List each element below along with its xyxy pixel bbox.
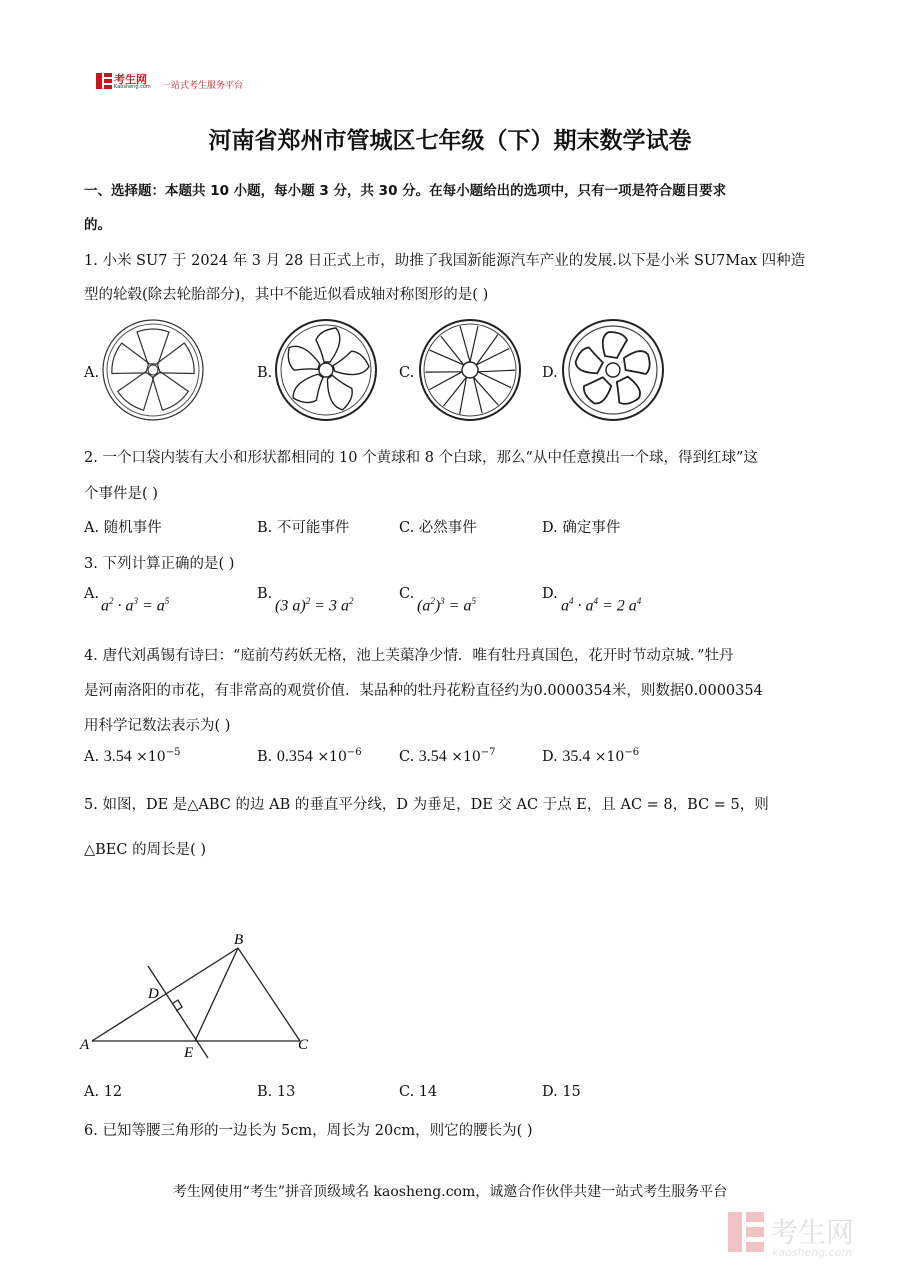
q4-option-d: D. $35.4 \times 10^{-6}$ — [542, 747, 640, 765]
q1-stem-cont: 型的轮毂(除去轮胎部分)，其中不能近似看成轴对称图形的是( ) — [84, 287, 489, 303]
q3-option-d-label: D. — [542, 586, 558, 602]
logo-name: 考生网 — [114, 73, 147, 86]
q3-option-c-label: C. — [399, 586, 415, 602]
q3-option-b-label: B. — [257, 586, 273, 602]
wheel-c-icon — [418, 318, 522, 422]
point-e-label: E — [184, 1045, 194, 1061]
wheel-d-icon — [561, 318, 665, 422]
q5-option-d: D. 15 — [542, 1084, 581, 1100]
q3-option-a-label: A. — [84, 586, 100, 602]
q4-option-a: A. $3.54 \times 10^{-5}$ — [84, 747, 181, 765]
vertex-a-label: A — [80, 1037, 90, 1053]
vertex-c-label: C — [298, 1037, 309, 1053]
q2-option-d: D. 确定事件 — [542, 520, 621, 536]
q2-option-b: B. 不可能事件 — [257, 520, 350, 536]
q2-option-c: C. 必然事件 — [399, 520, 477, 536]
logo-slogan: 一站式考生服务平台 — [162, 81, 244, 91]
logo-domain: Kaosheng.com — [114, 84, 151, 90]
point-d-label: D — [148, 986, 159, 1002]
section-heading: 一、选择题：本题共 10 小题，每小题 3 分，共 30 分。在每小题给出的选项中，只有一项是符合题目要求 — [84, 183, 727, 199]
q5-stem: 5. 如图，DE 是△ABC 的边 AB 的垂直平分线，D 为垂足，DE 交 AC 于点 E，且 AC = 8，BC = 5，则 — [84, 797, 769, 813]
q1-option-b: B. — [257, 365, 273, 381]
q1-option-d: D. — [542, 365, 558, 381]
svg-text:kaosheng.com: kaosheng.com — [772, 1246, 853, 1259]
q3-option-b-expr: (3 a)$^2$ = 3 $a^2$ — [275, 596, 354, 615]
vertex-b-label: B — [234, 932, 244, 948]
q5-option-b: B. 13 — [257, 1084, 296, 1100]
q4-option-b: B. $0.354 \times 10^{-6}$ — [257, 747, 362, 765]
q4-option-c: C. $3.54 \times 10^{-7}$ — [399, 747, 496, 765]
q6-stem: 6. 已知等腰三角形的一边长为 5cm，周长为 20cm，则它的腰长为( ) — [84, 1123, 533, 1139]
q4-stem-cont: 是河南洛阳的市花，有非常高的观赏价值．某品种的牡丹花粉直径约为0.0000354米，则数据0.0000354 — [84, 683, 763, 699]
q5-option-a: A. 12 — [84, 1084, 123, 1100]
q5-stem-cont: △BEC 的周长是( ) — [84, 842, 207, 858]
q3-option-d-expr: $a^4 \cdot a^4 = 2$ $a^4$ — [561, 596, 642, 615]
watermark-logo-icon — [726, 1208, 876, 1260]
q3-option-c-expr: $(a^2)^3 = a^5$ — [417, 596, 476, 615]
section-heading-cont: 的。 — [84, 217, 111, 233]
wheel-b-icon — [274, 318, 378, 422]
kaosheng-logo-icon — [96, 73, 112, 89]
q5-option-c: C. 14 — [399, 1084, 438, 1100]
wheel-a-icon — [101, 318, 205, 422]
page-footer: 考生网使用“考生”拼音顶级域名 kaosheng.com，诚邀合作伙伴共建一站式考生服务平台 — [172, 1184, 728, 1200]
q1-option-c: C. — [399, 365, 415, 381]
q5-triangle-figure — [78, 926, 318, 1066]
page-title: 河南省郑州市管城区七年级（下）期末数学试卷 — [208, 128, 692, 154]
q2-stem: 2. 一个口袋内装有大小和形状都相同的 10 个黄球和 8 个白球，那么“从中任意摸出一个球，得到红球”这 — [84, 450, 758, 466]
q3-stem: 3. 下列计算正确的是( ) — [84, 556, 235, 572]
svg-text:考生网: 考生网 — [770, 1216, 855, 1249]
q2-stem-cont: 个事件是( ) — [84, 486, 158, 502]
q4-stem: 4. 唐代刘禹锡有诗曰：“庭前芍药妖无格，池上芙蕖净少情．唯有牡丹真国色，花开时节动京城．”牡丹 — [84, 648, 734, 664]
q4-stem-cont2: 用科学记数法表示为( ) — [84, 718, 231, 734]
q2-option-a: A. 随机事件 — [84, 520, 162, 536]
q3-option-a-expr: $a^2 \cdot a^3 = a^5$ — [101, 596, 170, 615]
q1-option-a: A. — [84, 365, 100, 381]
q1-stem: 1. 小米 SU7 于 2024 年 3 月 28 日正式上市，助推了我国新能源汽车产业的发展.以下是小米 SU7Max 四种造 — [84, 253, 806, 269]
